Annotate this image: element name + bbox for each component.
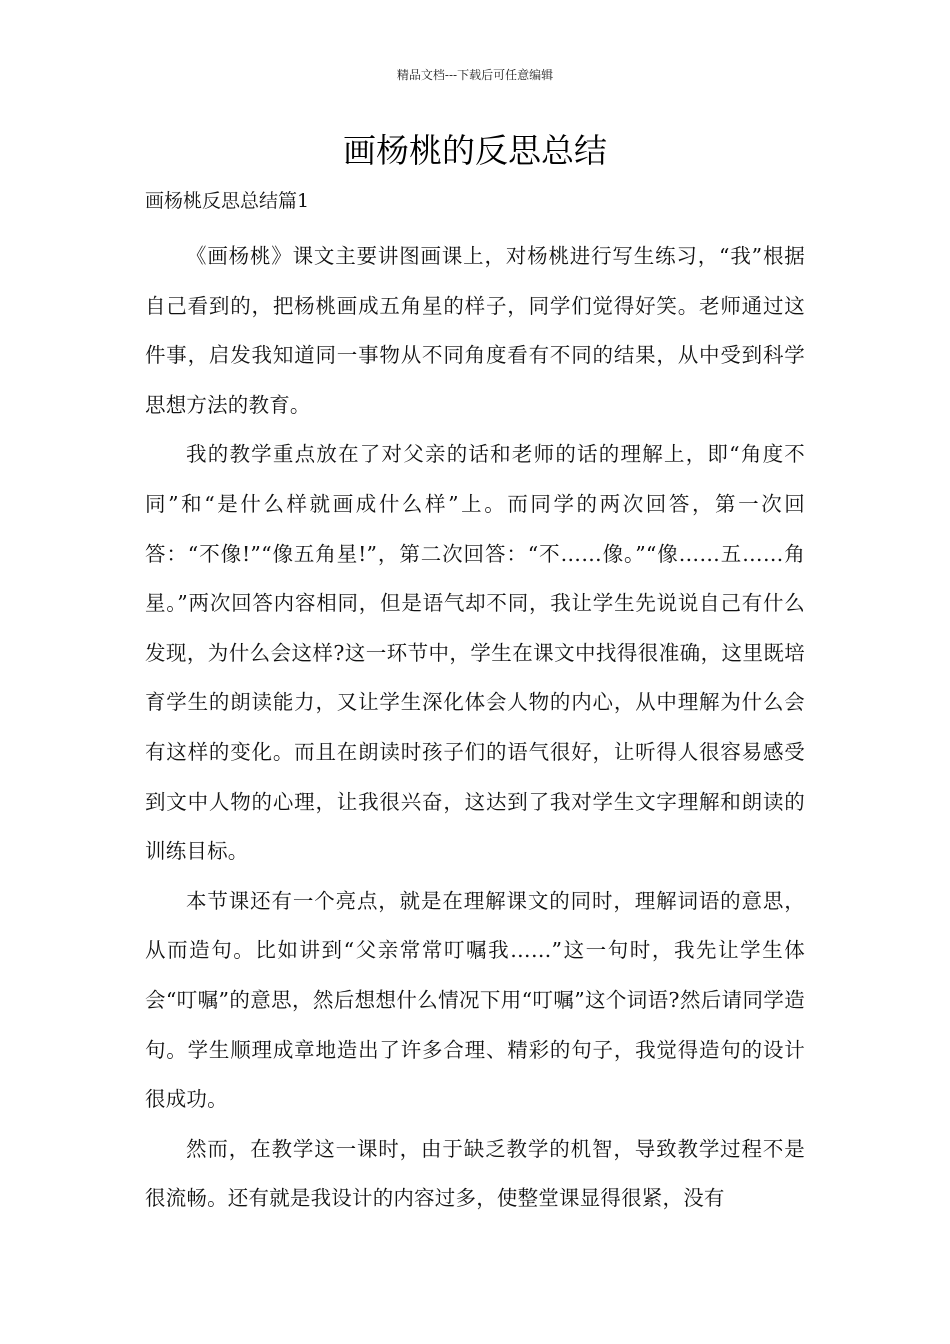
paragraph-1: 《画杨桃》课文主要讲图画课上，对杨桃进行写生练习，“我”根据自己看到的，把杨桃画成五角星的样子，同学们觉得好笑。老师通过这件事，启发我知道同一事物从不同角度看有不同的结果，从中受到科学思想方法的教育。 xyxy=(145,244,805,417)
document-title: 画杨桃的反思总结 xyxy=(343,131,607,170)
paragraph-2: 我的教学重点放在了对父亲的话和老师的话的理解上，即“角度不同”和“是什么样就画成什么样”上。而同学的两次回答，第一次回答：“不像!”“像五角星!”，第二次回答：“不……像。”“像……五……角星。”两次回答内容相同，但是语气却不同，我让学生先说说自己有什么发现，为什么会这样?这一环节中，学生在课文中找得很准确，这里既培育学生的朗读能力，又让学生深化体会人物的内心，从中理解为什么会有这样的变化。而且在朗读时孩子们的语气很好，让听得人很容易感受到文中人物的心理，让我很兴奋，这达到了我对学生文字理解和朗读的训练目标。 xyxy=(145,442,805,864)
paragraph-4: 然而，在教学这一课时，由于缺乏教学的机智，导致教学过程不是很流畅。还有就是我设计的内容过多，使整堂课显得很紧，没有 xyxy=(145,1136,805,1211)
document-body xyxy=(145,232,805,1224)
paragraph-3: 本节课还有一个亮点，就是在理解课文的同时，理解词语的意思，从而造句。比如讲到“父亲常常叮嘱我……”这一句时，我先让学生体会“叮嘱”的意思，然后想想什么情况下用“叮嘱”这个词语?然后请同学造句。学生顺理成章地造出了许多合理、精彩的句子，我觉得造句的设计很成功。 xyxy=(145,888,805,1112)
section-heading: 画杨桃反思总结篇1 xyxy=(145,190,310,212)
header-note: 精品文档---下载后可任意编辑 xyxy=(396,68,554,82)
